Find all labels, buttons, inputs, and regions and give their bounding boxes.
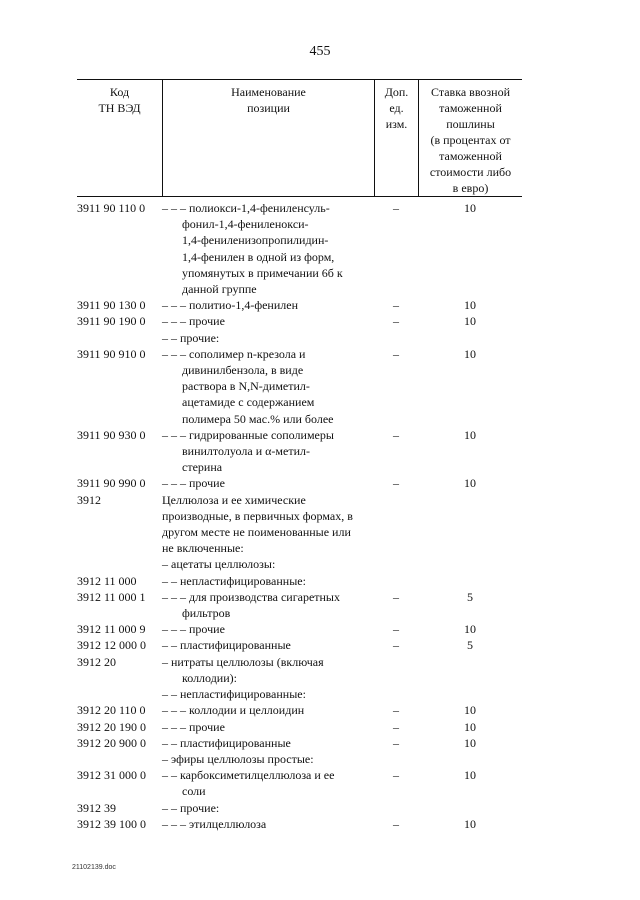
row-unit: – [393, 298, 399, 313]
row-unit: – [393, 816, 399, 831]
row-name-line: фильтров [182, 606, 231, 621]
row-rate [418, 556, 522, 572]
row-rate: 10 [464, 346, 476, 361]
footer-filename: 21102139.doc [72, 864, 116, 871]
row-unit [374, 492, 418, 557]
row-code: 3912 39 [77, 800, 116, 815]
row-name-line: – ацетаты целлюлозы: [162, 557, 276, 572]
row-code: 3911 90 190 0 [77, 314, 146, 329]
row-name-line: винилтолуола и α-метил- [182, 444, 310, 459]
row-name-line: упомянутых в примечании 6б к [182, 265, 343, 280]
row-code [77, 751, 162, 767]
row-name [162, 297, 374, 313]
row-rate [418, 654, 522, 686]
row-code: 3912 20 900 0 [77, 735, 146, 750]
row-name-line: 1,4-фениленизопропилидин- [182, 233, 329, 248]
table-row [77, 767, 522, 799]
row-name [162, 735, 374, 751]
row-name-line: производные, в первичных формах, в [162, 508, 353, 523]
row-unit: – [393, 314, 399, 329]
row-name [162, 637, 374, 653]
row-unit: – [393, 735, 399, 750]
row-unit: – [393, 589, 399, 604]
page-number: 455 [309, 44, 331, 59]
row-name-line: – – – прочие [162, 314, 225, 329]
table-row [77, 346, 522, 427]
row-name-line: – эфиры целлюлозы простые: [162, 751, 314, 766]
table-row [77, 297, 522, 313]
row-name-line: – – непластифицированные: [162, 573, 306, 588]
table-row [77, 313, 522, 329]
row-rate: 5 [467, 638, 473, 653]
table-row [77, 492, 522, 557]
row-name-line: – – прочие: [162, 800, 220, 815]
row-code: 3912 12 000 0 [77, 638, 146, 653]
row-rate: 10 [464, 816, 476, 831]
row-unit: – [393, 622, 399, 637]
row-unit: – [393, 476, 399, 491]
row-rate: 10 [464, 201, 476, 215]
row-rate: 10 [464, 768, 476, 783]
row-name [162, 492, 374, 557]
table-row [77, 475, 522, 491]
row-name [162, 200, 374, 297]
row-name-line: ацетамиде с содержанием [182, 395, 315, 410]
row-rate: 10 [464, 298, 476, 313]
row-name-line: – – – гидрированные сополимеры [162, 427, 334, 442]
table-body [77, 200, 522, 832]
row-unit [374, 330, 418, 346]
row-name-line: – – – полиокси-1,4-фениленсуль- [162, 201, 330, 215]
header-rate: Ставка ввозной таможенной пошлины (в процентах от таможенной стоимости либо в евро) [429, 85, 512, 195]
row-code: 3912 11 000 [77, 573, 137, 588]
row-name-line: – – прочие: [162, 330, 220, 345]
row-name [162, 427, 374, 476]
table-row [77, 751, 522, 767]
table-row [77, 800, 522, 816]
row-name-line: не включенные: [162, 541, 244, 556]
row-unit [374, 686, 418, 702]
row-code [77, 330, 162, 346]
table-row [77, 427, 522, 476]
table-row [77, 735, 522, 751]
row-unit [374, 573, 418, 589]
header-code: Код ТН ВЭД [98, 85, 141, 115]
row-name-line: 1,4-фенилен в одной из форм, [182, 249, 335, 264]
header-bottom-rule [77, 196, 522, 197]
row-name-line: – – – прочие [162, 476, 225, 491]
row-code: 3912 11 000 1 [77, 589, 146, 604]
row-rate: 10 [464, 314, 476, 329]
table-row [77, 621, 522, 637]
row-name-line: коллодии): [182, 670, 237, 685]
row-name-line: – – – коллодии и целлоидин [162, 703, 305, 718]
row-name-line: – – пластифицированные [162, 735, 291, 750]
row-name [162, 346, 374, 427]
row-name [162, 475, 374, 491]
row-name-line: – – – этилцеллюлоза [162, 816, 267, 831]
row-name-line: дивинилбензола, в виде [182, 363, 304, 378]
row-name-line: данной группе [182, 282, 257, 297]
row-rate [418, 330, 522, 346]
table-row [77, 816, 522, 832]
row-name-line: – – – сополимер n-крезола и [162, 346, 306, 361]
row-name-line: полимера 50 мас.% или более [182, 411, 334, 426]
row-name-line: фонил-1,4-фениленокси- [182, 217, 309, 232]
header-unit: Доп. ед. изм. [384, 85, 409, 131]
row-unit [374, 751, 418, 767]
table-row [77, 637, 522, 653]
row-name [162, 800, 374, 816]
row-name-line: раствора в N,N-диметил- [182, 379, 310, 394]
row-code: 3911 90 930 0 [77, 427, 146, 442]
row-name [162, 330, 374, 346]
row-code: 3912 31 000 0 [77, 768, 146, 783]
table-row [77, 556, 522, 572]
row-rate: 5 [467, 589, 473, 604]
table-row [77, 589, 522, 621]
row-name [162, 313, 374, 329]
row-rate: 10 [464, 427, 476, 442]
table-row [77, 200, 522, 297]
row-name-line: – – карбоксиметилцеллюлоза и ее [162, 768, 335, 783]
row-name [162, 751, 374, 767]
row-code: 3911 90 910 0 [77, 346, 146, 361]
row-unit [374, 556, 418, 572]
row-name-line: – – пластифицированные [162, 638, 291, 653]
row-rate: 10 [464, 735, 476, 750]
row-rate [418, 492, 522, 557]
table-row [77, 573, 522, 589]
row-name-line: – нитраты целлюлозы (включая [162, 654, 324, 669]
row-unit [374, 654, 418, 686]
row-rate: 10 [464, 719, 476, 734]
row-rate [418, 573, 522, 589]
row-name-line: – – – прочие [162, 622, 225, 637]
row-unit: – [393, 768, 399, 783]
row-code: 3912 20 190 0 [77, 719, 146, 734]
header-top-rule [77, 79, 522, 80]
row-name-line: стерина [182, 460, 223, 475]
row-name-line: другом месте не поименованные или [162, 525, 351, 540]
row-code: 3911 90 110 0 [77, 201, 146, 215]
row-rate [418, 686, 522, 702]
row-name [162, 621, 374, 637]
row-rate: 10 [464, 703, 476, 718]
row-unit: – [393, 201, 399, 215]
table-row [77, 654, 522, 686]
row-rate: 10 [464, 476, 476, 491]
row-name [162, 589, 374, 621]
row-name [162, 686, 374, 702]
row-name-line: соли [182, 784, 206, 799]
row-name-line: – – – прочие [162, 719, 225, 734]
row-name-line: – – непластифицированные: [162, 687, 306, 702]
row-code [77, 686, 162, 702]
row-name-line: – – – для производства сигаретных [162, 589, 340, 604]
table-row [77, 330, 522, 346]
row-name [162, 816, 374, 832]
row-unit: – [393, 719, 399, 734]
row-name [162, 767, 374, 799]
row-code: 3912 20 [77, 654, 116, 669]
row-code: 3911 90 990 0 [77, 476, 146, 491]
row-name [162, 654, 374, 686]
row-name [162, 573, 374, 589]
row-unit: – [393, 427, 399, 442]
row-code: 3911 90 130 0 [77, 298, 146, 313]
row-code: 3912 11 000 9 [77, 622, 146, 637]
row-rate [418, 751, 522, 767]
table-row [77, 702, 522, 718]
row-unit [374, 800, 418, 816]
row-name-line: Целлюлоза и ее химические [162, 492, 306, 507]
row-unit: – [393, 346, 399, 361]
row-name [162, 702, 374, 718]
row-code: 3912 [77, 492, 101, 507]
row-unit: – [393, 703, 399, 718]
row-name [162, 719, 374, 735]
row-rate [418, 800, 522, 816]
table-row [77, 719, 522, 735]
row-code: 3912 20 110 0 [77, 703, 146, 718]
row-name-line: – – – политио-1,4-фенилен [162, 298, 299, 313]
table-row [77, 686, 522, 702]
row-code: 3912 39 100 0 [77, 816, 146, 831]
row-name [162, 556, 374, 572]
header-name: Наименование позиции [231, 85, 306, 115]
row-rate: 10 [464, 622, 476, 637]
row-code [77, 556, 162, 572]
row-unit: – [393, 638, 399, 653]
